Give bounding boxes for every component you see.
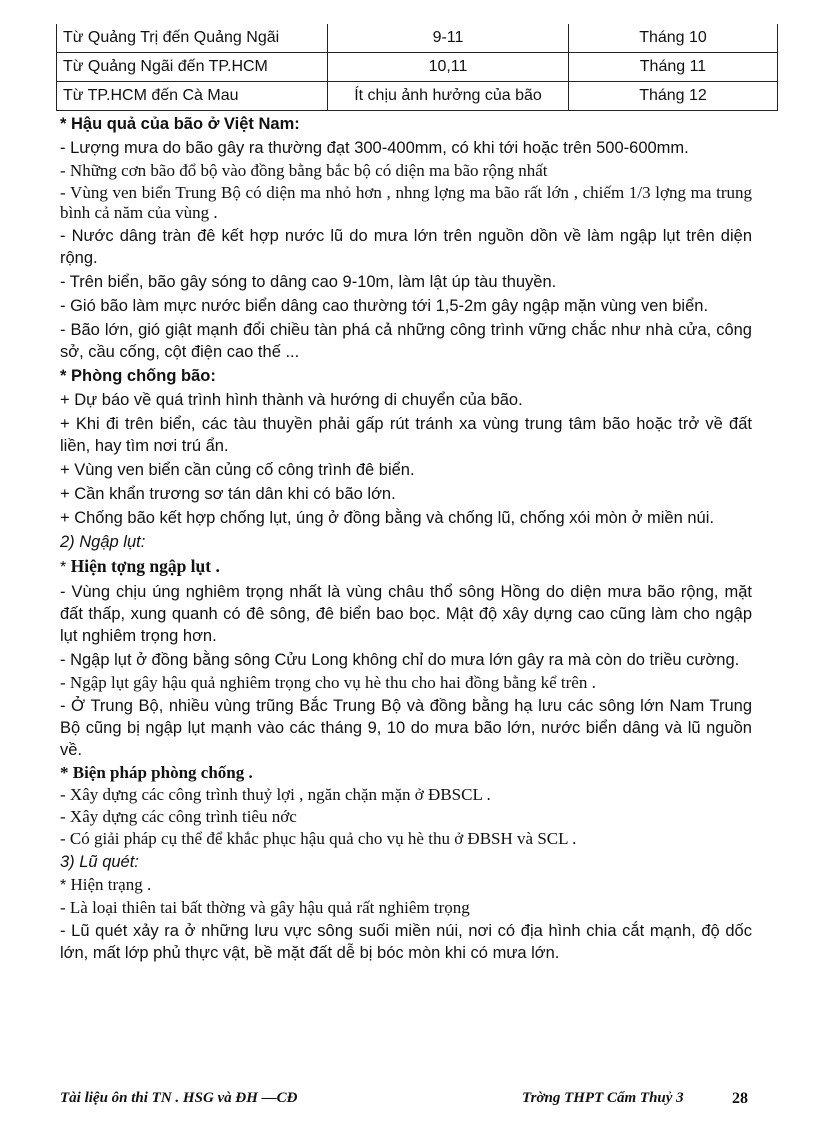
table-cell-peak: Tháng 11 [569, 53, 778, 82]
paragraph: - Là loại thiên tai bất thờng và gây hậu quả rất nghiêm trọng [60, 898, 470, 917]
footer-left: Tài liệu ôn thi TN . HSG và ĐH —CĐ [60, 1090, 298, 1106]
footer-right: Trờng THPT Cẩm Thuỷ 3 [522, 1090, 684, 1106]
paragraph: + Dự báo về quá trình hình thành và hướng di chuyển của bão. [60, 391, 523, 409]
paragraph: - Xây dựng các công trình tiêu nớc [60, 807, 297, 826]
paragraph: + Cần khẩn trương sơ tán dân khi có bão lớn. [60, 485, 396, 503]
table-row [57, 53, 778, 82]
page-number: 28 [732, 1090, 748, 1107]
flash-flood-heading: 3) Lũ quét: [60, 853, 139, 871]
table-cell-peak: Tháng 12 [569, 82, 778, 111]
table-cell-months: 9-11 [328, 24, 569, 53]
star-marker: * [60, 877, 67, 894]
paragraph: - Ngập lụt gây hậu quả nghiêm trọng cho vụ hè thu cho hai đồng bằng kể trên . [60, 673, 596, 692]
table-cell-region: Từ TP.HCM đến Cà Mau [57, 82, 328, 111]
consequences-heading: * Hậu quả của bão ở Việt Nam: [60, 115, 300, 133]
paragraph: - Trên biển, bão gây sóng to dâng cao 9-10m, làm lật úp tàu thuyền. [60, 273, 557, 291]
flood-subheading-text: Hiện tợng ngập lụt . [66, 556, 220, 576]
flood-heading: 2) Ngập lụt: [60, 533, 146, 551]
paragraph: - Có giải pháp cụ thể để khắc phục hậu quả cho vụ hè thu ở ĐBSH và SCL . [60, 829, 577, 848]
table-row [57, 24, 778, 53]
page-content [60, 24, 752, 966]
paragraph: - Lượng mưa do bão gây ra thường đạt 300-400mm, có khi tới hoặc trên 500-600mm. [60, 139, 689, 157]
paragraph: - Những cơn bão đổ bộ vào đồng bằng bắc bộ có diện ma bão rộng nhất [60, 161, 548, 180]
paragraph: - Ngập lụt ở đồng bằng sông Cửu Long không chỉ do mưa lớn gây ra mà còn do triều cường. [60, 651, 740, 669]
prevention-heading: * Phòng chống bão: [60, 367, 216, 385]
paragraph: - Vùng chịu úng nghiêm trọng nhất là vùng châu thổ sông Hồng do diện mưa bão rộng, mặt đất thấp, xung quanh có đê sông, đê biển bao bọc. Mật độ xây dựng cao cũng làm cho ngập lụt nghiêm trọng hơn. [60, 583, 752, 645]
storm-season-table [56, 24, 778, 111]
paragraph: - Lũ quét xảy ra ở những lưu vực sông suối miền núi, nơi có địa hình chia cắt mạnh, độ dốc lớn, mất lớp phủ thực vật, bề mặt đất dễ bị bóc mòn khi có mưa lớn. [60, 922, 752, 962]
table-cell-region: Từ Quảng Trị đến Quảng Ngãi [57, 24, 328, 53]
paragraph: - Vùng ven biển Trung Bộ có diện ma nhỏ hơn , nhng lợng ma bão rất lớn , chiếm 1/3 lợng ma trung bình cả năm của vùng . [60, 183, 752, 222]
paragraph: + Vùng ven biển cần củng cố công trình đê biển. [60, 461, 415, 479]
table-cell-region: Từ Quảng Ngãi đến TP.HCM [57, 53, 328, 82]
measures-heading: * Biện pháp phòng chống . [60, 763, 253, 782]
paragraph: + Chống bão kết hợp chống lụt, úng ở đồng bằng và chống lũ, chống xói mòn ở miền núi. [60, 509, 714, 527]
table-cell-peak: Tháng 10 [569, 24, 778, 53]
paragraph: - Gió bão làm mực nước biển dâng cao thường tới 1,5-2m gây ngập mặn vùng ven biển. [60, 297, 709, 315]
paragraph: - Xây dựng các công trình thuỷ lợi , ngăn chặn mặn ở ĐBSCL . [60, 785, 491, 804]
paragraph: + Khi đi trên biển, các tàu thuyền phải gấp rút tránh xa vùng trung tâm bão hoặc trở về đất liền, hay tìm nơi trú ẩn. [60, 415, 752, 455]
paragraph: - Ở Trung Bộ, nhiều vùng trũng Bắc Trung Bộ và đồng bằng hạ lưu các sông lớn Nam Trung Bộ cũng bị ngập lụt mạnh vào các tháng 9, 10 do mưa bão lớn, nước biển dâng và lũ nguồn về. [60, 697, 752, 759]
paragraph: - Nước dâng tràn đê kết hợp nước lũ do mưa lớn trên nguồn dồn về làm ngập lụt trên diện rộng. [60, 227, 752, 267]
flash-flood-subheading [60, 875, 752, 896]
star-marker: * [60, 559, 67, 576]
table-cell-months: Ít chịu ảnh hưởng của bão [328, 82, 569, 111]
table-cell-months: 10,11 [328, 53, 569, 82]
flood-subheading [60, 555, 752, 579]
paragraph: - Bão lớn, gió giật mạnh đổi chiều tàn phá cả những công trình vững chắc như nhà cửa, công sở, cầu cống, cột điện cao thế ... [60, 321, 752, 361]
flash-flood-subheading-text: Hiện trạng . [66, 875, 152, 894]
body-text [60, 113, 752, 964]
table-row [57, 82, 778, 111]
